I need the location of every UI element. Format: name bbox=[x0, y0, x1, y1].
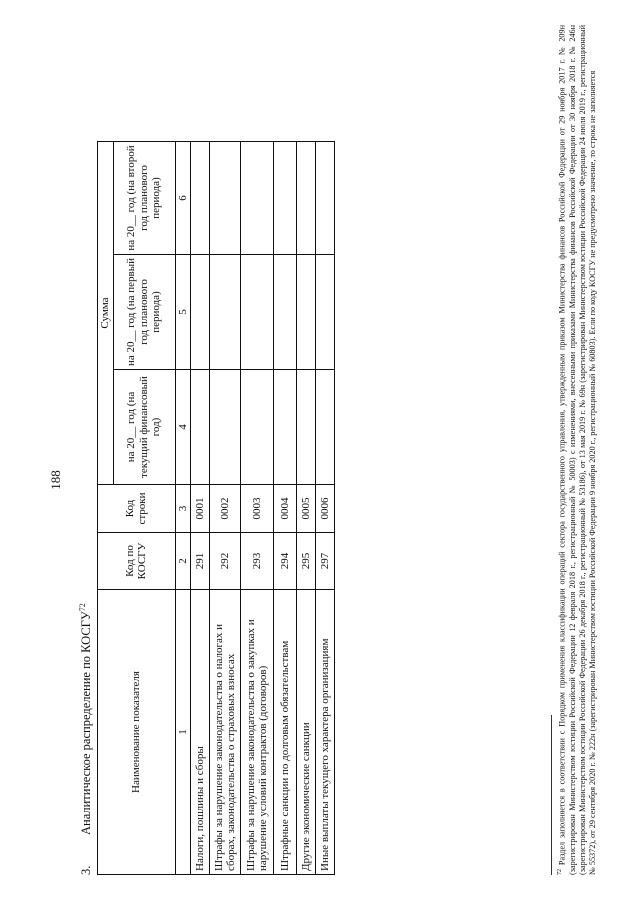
cell-second-year[interactable] bbox=[316, 142, 335, 255]
cell-current-year[interactable] bbox=[316, 370, 335, 485]
cell-second-year[interactable] bbox=[297, 142, 316, 255]
column-number: 5 bbox=[175, 255, 191, 370]
table-row bbox=[316, 142, 335, 875]
row-name: Налоги, пошлины и сборы bbox=[191, 590, 210, 875]
cell-first-year[interactable] bbox=[210, 255, 241, 370]
cell-first-year[interactable] bbox=[241, 255, 274, 370]
row-name: Другие экономические санкции bbox=[297, 590, 316, 875]
header-sum: Сумма bbox=[98, 142, 114, 485]
section-number: 3. bbox=[79, 865, 94, 875]
column-number: 4 bbox=[175, 370, 191, 485]
row-code: 0004 bbox=[274, 485, 297, 533]
cell-current-year[interactable] bbox=[297, 370, 316, 485]
column-number: 1 bbox=[175, 590, 191, 875]
cell-second-year[interactable] bbox=[210, 142, 241, 255]
column-number: 2 bbox=[175, 533, 191, 590]
row-kosgu: 297 bbox=[316, 533, 335, 590]
row-name: Штрафные санкции по долговым обязательствам bbox=[274, 590, 297, 875]
cell-second-year[interactable] bbox=[191, 142, 210, 255]
cell-current-year[interactable] bbox=[210, 370, 241, 485]
column-number: 6 bbox=[175, 142, 191, 255]
cell-second-year[interactable] bbox=[274, 142, 297, 255]
cell-first-year[interactable] bbox=[316, 255, 335, 370]
row-kosgu: 295 bbox=[297, 533, 316, 590]
row-code: 0003 bbox=[241, 485, 274, 533]
footnote-number: 72 bbox=[557, 869, 563, 875]
row-name: Иные выплаты текущего характера организациям bbox=[316, 590, 335, 875]
cell-first-year[interactable] bbox=[297, 255, 316, 370]
table-row bbox=[297, 142, 316, 875]
row-kosgu: 292 bbox=[210, 533, 241, 590]
footnote bbox=[555, 25, 598, 875]
header-first-year: на 20__ год (на первый год планового периода) bbox=[113, 255, 175, 370]
header-current-year: на 20__ год (на текущий финансовый год) bbox=[113, 370, 175, 485]
cell-first-year[interactable] bbox=[191, 255, 210, 370]
table-row bbox=[191, 142, 210, 875]
table-row bbox=[210, 142, 241, 875]
cell-current-year[interactable] bbox=[274, 370, 297, 485]
header-kosgu: Код по КОСГУ bbox=[98, 533, 176, 590]
row-kosgu: 293 bbox=[241, 533, 274, 590]
header-second-year: на 20__ год (на второй год планового периода) bbox=[113, 142, 175, 255]
section-title bbox=[78, 603, 94, 875]
cell-current-year[interactable] bbox=[241, 370, 274, 485]
row-code: 0001 bbox=[191, 485, 210, 533]
column-number: 3 bbox=[175, 485, 191, 533]
cell-first-year[interactable] bbox=[274, 255, 297, 370]
section-footnote-ref: 72 bbox=[78, 603, 87, 612]
page-number: 188 bbox=[48, 470, 63, 490]
row-code: 0005 bbox=[297, 485, 316, 533]
header-line-code: Код строки bbox=[98, 485, 176, 533]
header-name: Наименование показателя bbox=[98, 590, 176, 875]
row-name: Штрафы за нарушение законодательства о закупках и нарушение условий контрактов (договоров) bbox=[241, 590, 274, 875]
row-code: 0002 bbox=[210, 485, 241, 533]
row-kosgu: 291 bbox=[191, 533, 210, 590]
footnote-divider bbox=[551, 715, 552, 875]
table-row bbox=[241, 142, 274, 875]
footnote-text: Раздел заполняется в соответствии с Порядком применения классификации операций сектора государственного управления, утвержденным приказом Министерства финансов Российской Федерации от 29 ноября 2017 г. № 209н (зарегистрирован Министерством юстиции Российской Федерации 12 февраля 2018 г., регистрационный № 50003) с изменениями, внесенными приказами Министерства финансов Российской Федерации от 30 ноября 2018 г. № 246н (зарегистрирован Министерством юстиции Российской Федерации 26 декабря 2018 г., регистрационный № 53186), от 13 мая 2019 г. № 69н (зарегистрирован Министерством юстиции Российской Федерации 24 июля 2019 г., регистрационный № 55372), от 29 сентября 2020 г. № 222н (зарегистрирован Министерством юстиции Российской Федерации 9 ноября 2020 г., регистрационный № 60803). Если по коду КОСГУ не предусмотрено значение, то строка не заполняется bbox=[557, 24, 597, 875]
table-row bbox=[274, 142, 297, 875]
row-kosgu: 294 bbox=[274, 533, 297, 590]
row-code: 0006 bbox=[316, 485, 335, 533]
kosgu-table bbox=[97, 141, 335, 875]
row-name: Штрафы за нарушение законодательства о налогах и сборах, законодательства о страховых взносах bbox=[210, 590, 241, 875]
cell-current-year[interactable] bbox=[191, 370, 210, 485]
section-title-text: Аналитическое распределение по КОСГУ bbox=[79, 611, 94, 835]
cell-second-year[interactable] bbox=[241, 142, 274, 255]
